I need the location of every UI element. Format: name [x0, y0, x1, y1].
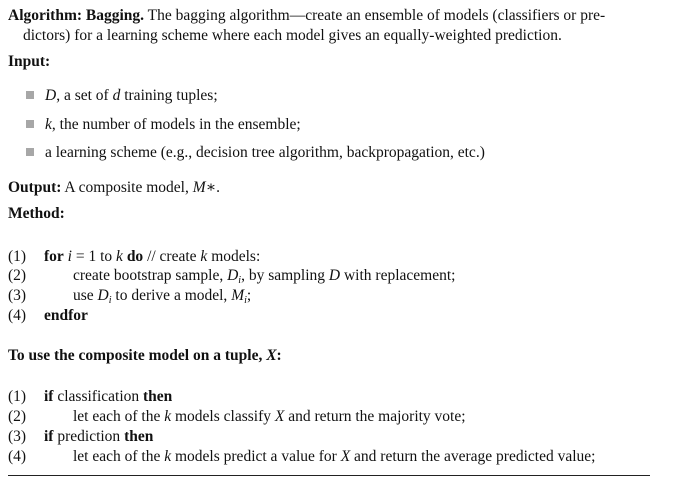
input-heading: Input: — [8, 53, 51, 70]
bullet-square-icon — [26, 148, 34, 156]
algorithm-title-line — [8, 6, 605, 26]
bottom-rule — [8, 475, 650, 476]
output-heading: Output: — [8, 179, 62, 196]
bullet-square-icon — [26, 91, 34, 99]
method-heading: Method: — [8, 205, 65, 222]
bullet-square-icon — [26, 120, 34, 128]
algorithm-title: Algorithm: Bagging. — [8, 7, 145, 24]
algorithm-description-2: dictors) for a learning scheme where each model gives an equally-weighted prediction. — [23, 27, 562, 44]
algorithm-page: Algorithm: Bagging. The bagging algorithm—create an ensemble of models (classifiers or pre- dictors) for a learning scheme where each model gives an equally-weighted prediction. Input: D, a set of d training tuples; k, the number of models in the ensemble; a learning scheme (e.g., decision tree algorithm, backpropagation, etc.) Output: A composite model, M∗. Method: (1) for i = 1 to k do // create k models: (2) create bootstrap sample, $D_i$, by sampling D with replacement; (3) use $D_i$ to derive a model, $M_i$; (4) endfor To use the composite model on a tuple, X: (1) if classification then (2) let each of the k models classify X and return the majority vote; (3) if prediction then (4) let each of the k models predict a value for X and return the average predicted value; — [0, 0, 697, 487]
input-item-learning-scheme: a learning scheme (e.g., decision tree algorithm, backpropagation, etc.) — [26, 143, 485, 163]
output-line: Output: A composite model, M∗. — [8, 179, 221, 196]
algorithm-description-1: The bagging algorithm—create an ensemble of models (classifiers or pre- — [144, 7, 606, 24]
input-item-number-of-models: k, the number of models in the ensemble; — [26, 115, 301, 135]
input-item-training-tuples: D, a set of d training tuples; — [26, 86, 218, 106]
composite-heading: To use the composite model on a tuple, X: — [8, 347, 282, 364]
